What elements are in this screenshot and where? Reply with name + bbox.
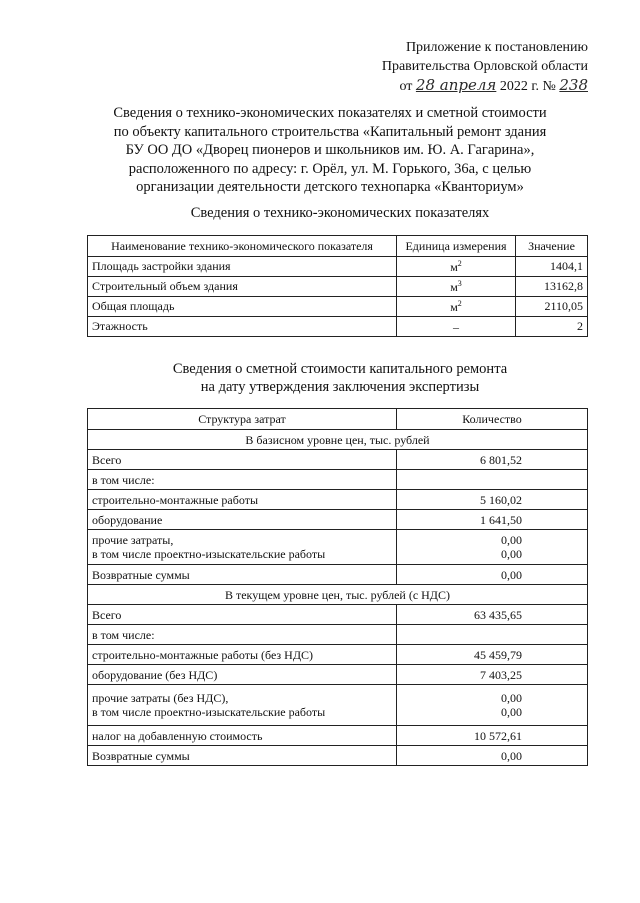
cost-qty: 0,00 0,00 (397, 530, 588, 565)
title-line: расположенного по адресу: г. Орёл, ул. М. Горького, 36а, с целью (128, 160, 532, 177)
section2-title (90, 360, 590, 396)
title-line: Сведения о технико-экономических показателях и сметной стоимости (113, 105, 547, 121)
appendix-line-2: Правительства Орловской области (381, 59, 588, 74)
header-quantity: Количество (397, 409, 588, 430)
header-structure: Структура затрат (88, 409, 397, 430)
cost-name: Возвратные суммы (88, 746, 397, 766)
indicator-name: Этажность (88, 317, 397, 337)
cost-qty: 63 435,65 (397, 605, 588, 625)
indicator-unit: $м^3$ (397, 277, 516, 297)
cost-qty: 0,00 0,00 (397, 685, 588, 726)
section2-title-line-1: Сведения о сметной стоимости капитального ремонта (172, 361, 508, 377)
appendix-line-1: Приложение к постановлению (405, 40, 588, 55)
section1-title: Сведения о технико-экономических показателях (190, 205, 490, 221)
title-line: по объекту капитального строительства «Капитальный ремонт здания (113, 123, 547, 140)
cost-name: строительно-монтажные работы (88, 490, 397, 510)
table-row (88, 317, 588, 337)
appendix-header (348, 38, 588, 96)
indicators-table (87, 235, 588, 337)
handwritten-number: 238 (559, 76, 588, 94)
cost-qty (397, 470, 588, 490)
cost-name: прочие затраты, в том числе проектно-изыскательские работы (88, 530, 397, 565)
cost-qty: 6 801,52 (397, 450, 588, 470)
table-row (88, 565, 588, 585)
cost-qty: 0,00 (397, 746, 588, 766)
header-value: Значение (516, 236, 588, 257)
base-price-heading: В базисном уровне цен, тыс. рублей (88, 430, 588, 450)
table-header-row (88, 409, 588, 430)
cost-name: в том числе: (88, 470, 397, 490)
appendix-from: от (399, 79, 413, 94)
cost-qty (397, 625, 588, 645)
cost-name: Всего (88, 450, 397, 470)
indicator-unit: – (397, 317, 516, 337)
table-header-row (88, 236, 588, 257)
cost-qty: 45 459,79 (397, 645, 588, 665)
title-line: организации деятельности детского технопарка «Кванториум» (136, 179, 524, 195)
table-row (88, 530, 588, 565)
table-row (88, 685, 588, 726)
indicator-value: 2 (516, 317, 588, 337)
table-row (88, 490, 588, 510)
cost-name: Возвратные суммы (88, 565, 397, 585)
table-row (88, 257, 588, 277)
document-title (90, 104, 570, 197)
table-row (88, 510, 588, 530)
header-indicator: Наименование технико-экономического показателя (88, 236, 397, 257)
indicator-name: Строительный объем здания (88, 277, 397, 297)
indicator-value: 13162,8 (516, 277, 588, 297)
cost-name: оборудование (88, 510, 397, 530)
indicator-value: 1404,1 (516, 257, 588, 277)
header-unit: Единица измерения (397, 236, 516, 257)
indicator-value: 2110,05 (516, 297, 588, 317)
table-row (88, 605, 588, 625)
cost-name: в том числе: (88, 625, 397, 645)
table-row (88, 665, 588, 685)
table-row (88, 645, 588, 665)
appendix-year: 2022 г. № (499, 79, 556, 94)
cost-qty: 7 403,25 (397, 665, 588, 685)
cost-qty: 5 160,02 (397, 490, 588, 510)
cost-name: прочие затраты (без НДС), в том числе проектно-изыскательские работы (88, 685, 397, 726)
table-row (88, 450, 588, 470)
indicator-unit: $м^2$ (397, 297, 516, 317)
cost-name: оборудование (без НДС) (88, 665, 397, 685)
table-row (88, 297, 588, 317)
cost-qty: 10 572,61 (397, 726, 588, 746)
cost-table (87, 408, 588, 766)
appendix-date-line (348, 76, 588, 96)
table-row (88, 277, 588, 297)
table-row (88, 726, 588, 746)
title-line: БУ ОО ДО «Дворец пионеров и школьников им. Ю. А. Гагарина», (125, 142, 535, 158)
cost-qty: 0,00 (397, 565, 588, 585)
cost-name: налог на добавленную стоимость (88, 726, 397, 746)
indicator-name: Площадь застройки здания (88, 257, 397, 277)
section-row (88, 430, 588, 450)
indicator-name: Общая площадь (88, 297, 397, 317)
table-row (88, 625, 588, 645)
table-row (88, 746, 588, 766)
cost-qty: 1 641,50 (397, 510, 588, 530)
cost-name: строительно-монтажные работы (без НДС) (88, 645, 397, 665)
table-row (88, 470, 588, 490)
indicator-unit: $м^2$ (397, 257, 516, 277)
current-price-heading: В текущем уровне цен, тыс. рублей (с НДС) (88, 585, 588, 605)
section-row (88, 585, 588, 605)
handwritten-date: 28 апреля (415, 76, 497, 94)
cost-name: Всего (88, 605, 397, 625)
section2-title-line-2: на дату утверждения заключения экспертизы (200, 379, 480, 395)
